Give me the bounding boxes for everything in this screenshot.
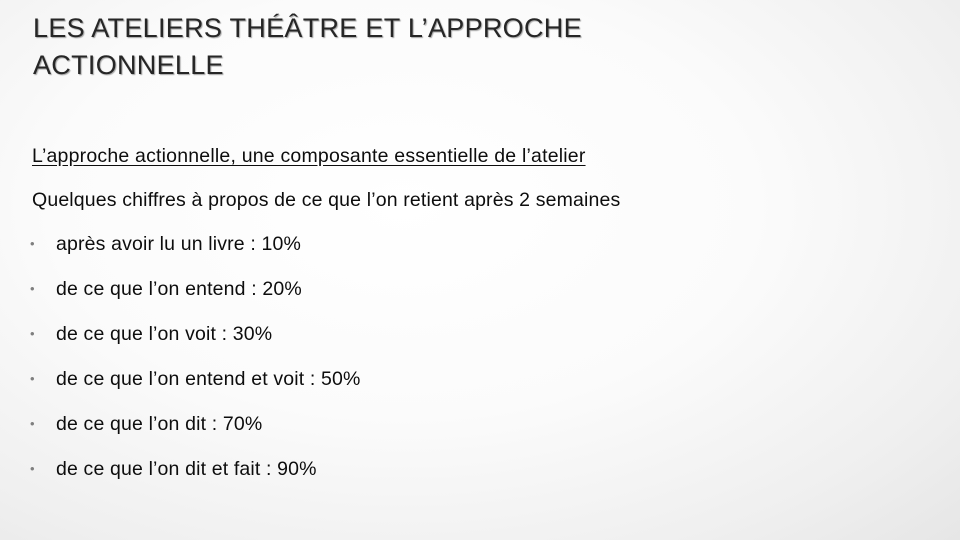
bullet-icon: • <box>30 281 35 296</box>
slide-title-line-2: ACTIONNELLE <box>33 50 224 80</box>
intro-text: Quelques chiffres à propos de ce que l’on retient après 2 semaines <box>32 189 621 211</box>
bullet-item <box>30 455 360 500</box>
bullet-text: de ce que l’on entend : 20% <box>56 278 302 300</box>
bullet-icon: • <box>30 416 35 431</box>
bullet-icon: • <box>30 371 35 386</box>
bullet-list <box>30 230 360 500</box>
bullet-text: de ce que l’on entend et voit : 50% <box>56 368 361 390</box>
slide-title-line-1: LES ATELIERS THÉÂTRE ET L’APPROCHE <box>33 13 582 43</box>
bullet-text: de ce que l’on dit : 70% <box>56 413 263 435</box>
bullet-icon: • <box>30 461 35 476</box>
bullet-text: de ce que l’on dit et fait : 90% <box>56 458 317 480</box>
bullet-item <box>30 365 360 410</box>
bullet-item <box>30 320 360 365</box>
slide-subtitle: L’approche actionnelle, une composante essentielle de l’atelier <box>32 145 586 167</box>
bullet-icon: • <box>30 236 35 251</box>
bullet-text: après avoir lu un livre : 10% <box>56 233 301 255</box>
bullet-item <box>30 230 360 275</box>
bullet-item <box>30 275 360 320</box>
bullet-text: de ce que l’on voit : 30% <box>56 323 273 345</box>
bullet-icon: • <box>30 326 35 341</box>
bullet-item <box>30 410 360 455</box>
slide-title <box>33 10 913 84</box>
